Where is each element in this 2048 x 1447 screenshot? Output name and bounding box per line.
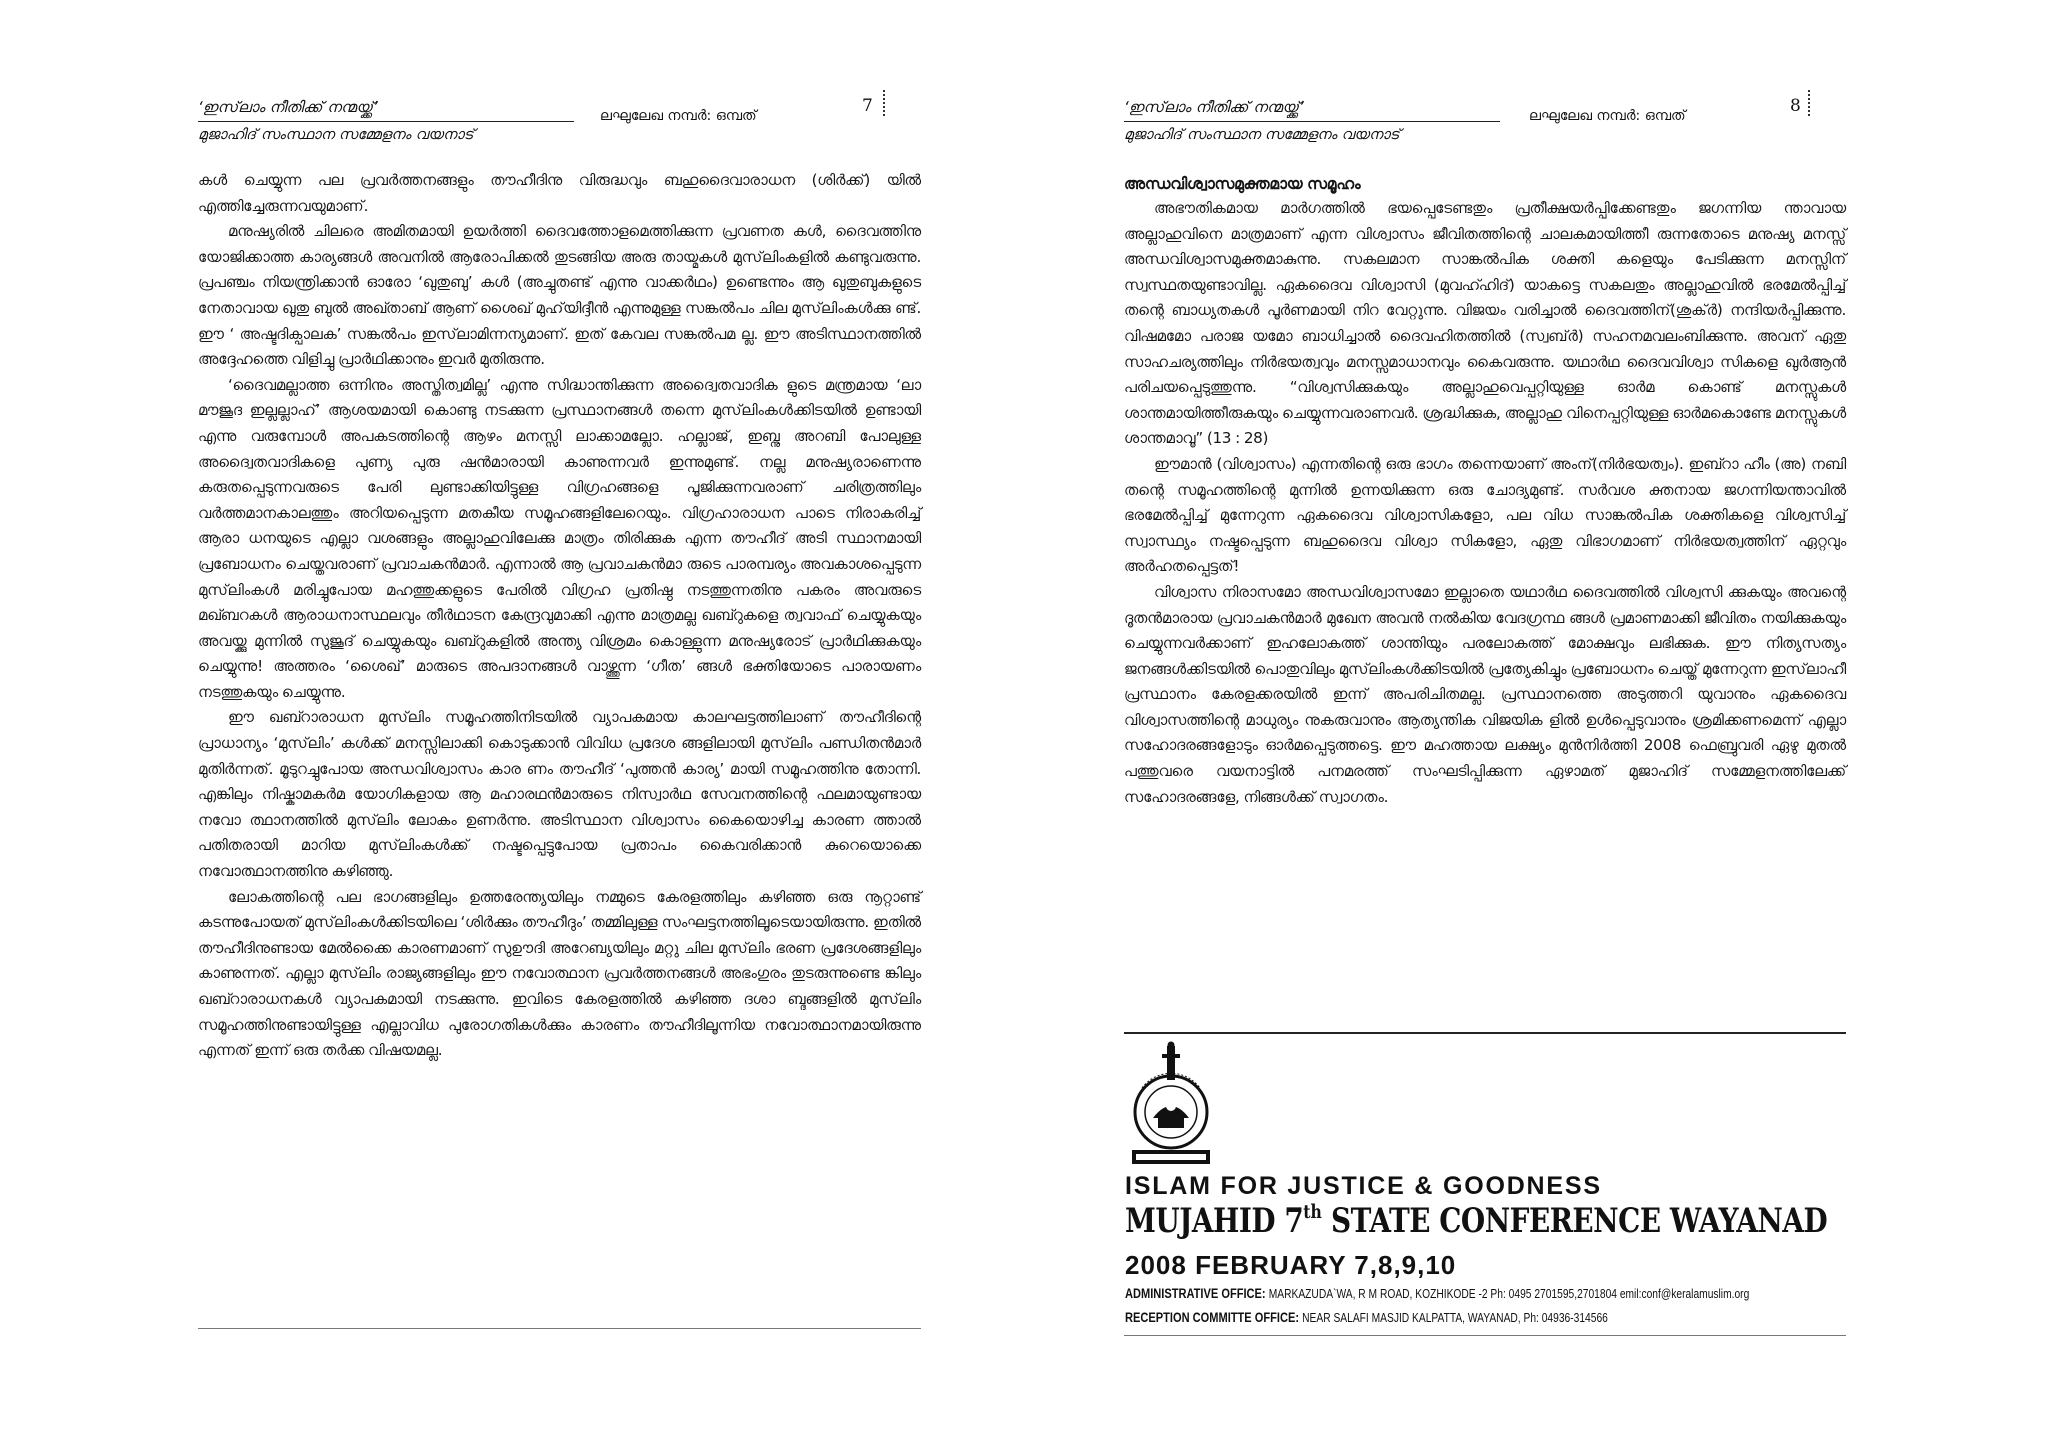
header-title: ‘ഇസ്‌ലാം നീതിക്ക് നന്മയ്ക്ക്’ bbox=[198, 98, 378, 116]
page-number: 8 bbox=[1790, 96, 1801, 116]
footer-rule bbox=[1124, 1335, 1846, 1336]
paragraph: വിശ്വാസ നിരാസമോ അന്ധവിശ്വാസമോ ഇല്ലാതെ യഥാർഥ ദൈവത്തിൽ വിശ്വസി ക്കുകയും അവന്റെ ദൂതൻമാരായ പ്രവാചകൻമാർ മുഖേന അവൻ നൽകിയ വേദഗ്രന്ഥ ങ്ങൾ പ്രമാണമാക്കി ജീവിതം നയിക്കുകയും ചെയ്യുന്നവർക്കാണ് ഇഹലോകത്ത് ശാന്തിയും പരലോകത്ത് മോക്ഷവും ലഭിക്കുക. ഈ നിത്യസത്യം ജനങ്ങൾക്കിടയിൽ പൊതുവിലും മുസ്‌ലിംകൾക്കിടയിൽ പ്രത്യേകിച്ചും പ്രബോധനം ചെയ്ത് മുന്നേറുന്ന ഇസ്‌ലാഹീ പ്രസ്ഥാനം കേരളക്കരയിൽ ഇന്ന് അപരിചിതമല്ല. പ്രസ്ഥാനത്തെ അടുത്തറി യുവാനും ഏകദൈവ വിശ്വാസത്തിന്റെ മാധുര്യം നുകരുവാനും ആത്യന്തിക വിജയിക ളിൽ ഉൾപ്പെടുവാനും ശ്രമിക്കണമെന്ന് എല്ലാ സഹോദരങ്ങളോടും ഓർമപ്പെടുത്തട്ടെ. ഈ മഹത്തായ ലക്ഷ്യം മുൻനിർത്തി 2008 ഫെബ്രുവരി ഏഴു മുതൽ പത്തുവരെ വയനാട്ടിൽ പനമരത്ത് സംഘടിപ്പിക്കുന്ന ഏഴാമത് മുജാഹിദ് സമ്മേളനത്തിലേക്ക് സഹോദരങ്ങളേ, നിങ്ങൾക്ക് സ്വാഗതം. bbox=[1124, 582, 1846, 806]
header-rule bbox=[1124, 121, 1500, 122]
left-body-text bbox=[198, 168, 921, 1064]
conference-title: MUJAHID 7th STATE CONFERENCE WAYANAD bbox=[1125, 1201, 1828, 1241]
header-title: ‘ഇസ്‌ലാം നീതിക്ക് നന്മയ്ക്ക്’ bbox=[1124, 98, 1304, 116]
footer-rule bbox=[198, 1328, 921, 1329]
reception-office: RECEPTION COMMITTE OFFICE: NEAR SALAFI MASJID KALPATTA, WAYANAD, Ph: 04936-314566 bbox=[1125, 1310, 1608, 1325]
dotted-marker bbox=[1808, 90, 1810, 116]
header-rule bbox=[198, 121, 574, 122]
right-page bbox=[1024, 0, 2048, 1447]
admin-office: ADMINISTRATIVE OFFICE: MARKAZUDA`WA, R M ROAD, KOZHIKODE -2 Ph: 0495 2701595,2701804 emil:conf@keralamuslim.org bbox=[1125, 1286, 1750, 1301]
paragraph: ലോകത്തിന്റെ പല ഭാഗങ്ങളിലും ഉത്തരേന്ത്യയിലും നമ്മുടെ കേരളത്തിലും കഴിഞ്ഞ ഒരു നൂറ്റാണ്ട് കടന്നുപോയത് മുസ്‌ലിംകൾക്കിടയിലെ ‘ശിർക്കും തൗഹീദും’ തമ്മിലുള്ള സംഘട്ടനത്തിലൂടെയായിരുന്നു. ഇതിൽ തൗഹീദിനുണ്ടായ മേൽക്കൈ കാരണമാണ് സുഊദി അറേബ്യയിലും മറ്റു ചില മുസ്‌ലിം ഭരണ പ്രദേശങ്ങളിലും കാണുന്നത്. എല്ലാ മുസ്‌ലിം രാജ്യങ്ങളിലും ഈ നവോത്ഥാന പ്രവർത്തനങ്ങൾ അഭംഗുരം തുടരുന്നുണ്ടെ ങ്കിലും ഖബ്റാരാധനകൾ വ്യാപകമായി നടക്കുന്നു. ഇവിടെ കേരളത്തിൽ കഴിഞ്ഞ ദശാ ബ്ദങ്ങളിൽ മുസ്‌ലിം സമൂഹത്തിനുണ്ടായിട്ടുള്ള എല്ലാവിധ പുരോഗതികൾക്കും കാരണം തൗഹീദിലൂന്നിയ നവോത്ഥാനമായിരുന്നു എന്നത് ഇന്ന് ഒരു തർക്ക വിഷയമല്ല. bbox=[198, 887, 921, 1060]
paragraph: ‘ദൈവമല്ലാത്ത ഒന്നിനും അസ്തിത്വമില്ല’ എന്നു സിദ്ധാന്തിക്കുന്ന അദ്വൈതവാദിക ളുടെ മന്ത്രമായ ‘ലാ മൗജൂദ ഇല്ലല്ലാഹ്’ ആശയമായി കൊണ്ടു നടക്കുന്ന പ്രസ്ഥാനങ്ങൾ തന്നെ മുസ്‌ലിംകൾക്കിടയിൽ ഉണ്ടായി എന്നു വരുമ്പോൾ അപകടത്തിന്റെ ആഴം മനസ്സി ലാക്കാമല്ലോ. ഹല്ലാജ്, ഇബ്നു അറബി പോലുള്ള അദ്വൈതവാദികളെ പുണ്യ പുരു ഷൻമാരായി കാണുന്നവർ ഇന്നുമുണ്ട്. നല്ല മനുഷ്യരാണെന്നു കരുതപ്പെടുന്നവരുടെ പേരി ലുണ്ടാക്കിയിട്ടുള്ള വിഗ്രഹങ്ങളെ പൂജിക്കുന്നവരാണ് ചരിത്രത്തിലും വർത്തമാനകാലത്തും അറിയപ്പെടുന്ന മതകീയ സമൂഹങ്ങളിലേറെയും. വിഗ്രഹാരാധന പാടെ നിരാകരിച്ച് ആരാ ധനയുടെ എല്ലാ വശങ്ങളും അല്ലാഹുവിലേക്കു മാത്രം തിരിക്കുക എന്ന തൗഹീദ് അടി സ്ഥാനമായി പ്രബോധനം ചെയ്തവരാണ് പ്രവാചകൻമാർ. എന്നാൽ ആ പ്രവാചകൻമാ രുടെ പാരമ്പര്യം അവകാശപ്പെടുന്ന മുസ്‌ലിംകൾ മരിച്ചുപോയ മഹത്തുക്കളുടെ പേരിൽ വിഗ്രഹ പ്രതിഷ്ഠ നടത്തുന്നതിനു പകരം അവരുടെ മഖ്ബറകൾ ആരാധനാസ്ഥലവും തീർഥാടന കേന്ദ്രവുമാക്കി എന്നു മാത്രമല്ല ഖബ്റുകളെ ത്വവാഫ് ചെയ്യുകയും അവയ്ക്കു മുന്നിൽ സുജൂദ് ചെയ്യുകയും ഖബ്റുകളിൽ അന്ത്യ വിശ്രമം കൊള്ളുന്ന മനുഷ്യരോട് പ്രാർഥിക്കുകയും ചെയ്യുന്നു! അത്തരം ‘ശൈഖ്’ മാരുടെ അപദാനങ്ങൾ വാഴ്ത്തുന്ന ‘ഗീത’ ങ്ങൾ ഭക്തിയോടെ പാരായണം നടത്തുകയും ചെയ്യുന്നു. bbox=[198, 375, 921, 701]
section-heading: അന്ധവിശ്വാസമുക്തമായ സമൂഹം bbox=[1124, 175, 1361, 193]
header-subtitle: മുജാഹിദ് സംസ്ഥാന സമ്മേളനം വയനാട് bbox=[198, 127, 474, 143]
conference-date: 2008 FEBRUARY 7,8,9,10 bbox=[1125, 1250, 1457, 1280]
dotted-marker bbox=[883, 90, 885, 116]
paragraph: ഈ ഖബ്റാരാധന മുസ്‌ലിം സമൂഹത്തിനിടയിൽ വ്യാപകമായ കാലഘട്ടത്തിലാണ് തൗഹീദിന്റെ പ്രാധാന്യം ‘മുസ്‌ലിം’ കൾക്ക് മനസ്സിലാക്കി കൊടുക്കാൻ വിവിധ പ്രദേശ ങ്ങളിലായി മുസ്‌ലിം പണ്ഡിതൻമാർ മുതിർന്നത്. മൂടുറച്ചുപോയ അന്ധവിശ്വാസം കാര ണം തൗഹീദ് ‘പുത്തൻ കാര്യ’ മായി സമൂഹത്തിനു തോന്നി. എങ്കിലും നിഷ്കാമകർമ യോഗികളായ ആ മഹാരഥൻമാരുടെ നിസ്വാർഥ സേവനത്തിന്റെ ഫലമായുണ്ടായ നവോ ത്ഥാനത്തിൽ മുസ്‌ലിം ലോകം ഉണർന്നു. അടിസ്ഥാന വിശ്വാസം കൈയൊഴിച്ച കാരണ ത്താൽ പതിതരായി മാറിയ മുസ്‌ലിംകൾക്ക് നഷ്ടപ്പെട്ടുപോയ പ്രതാപം കൈവരിക്കാൻ കുറെയൊക്കെ നവോത്ഥാനത്തിനു കഴിഞ്ഞു. bbox=[198, 708, 921, 881]
org-slogan: ISLAM FOR JUSTICE & GOODNESS bbox=[1125, 1172, 1602, 1200]
paragraph: മനുഷ്യരിൽ ചിലരെ അമിതമായി ഉയർത്തി ദൈവത്തോളമെത്തിക്കുന്ന പ്രവണത കൾ, ദൈവത്തിനു യോജിക്കാത്ത കാര്യങ്ങൾ അവനിൽ ആരോപിക്കൽ തുടങ്ങിയ അരു തായ്മകൾ മുസ്‌ലിംകളിൽ കണ്ടുവരുന്നു. പ്രപഞ്ചം നിയന്ത്രിക്കാൻ ഓരോ ‘ഖുതുബു’ കൾ (അച്ചുതണ്ട് എന്നു വാക്കർഥം) ഉണ്ടെന്നും ആ ഖുതുബുകളുടെ നേതാവായ ഖുതു ബുൽ അഖ്താബ് ആണ് ശൈഖ് മുഹ്‌യിദ്ദീൻ എന്നുമുള്ള സങ്കൽപം ചില മുസ്‌ലിംകൾക്കു ണ്ട്. ഈ ‘ അഷ്ടദിക്പാലക’ സങ്കൽപം ഇസ്‌ലാമിന്നന്യമാണ്. ഇത് കേവല സങ്കൽപമ ല്ല. ഈ അടിസ്ഥാനത്തിൽ അദ്ദേഹത്തെ വിളിച്ചു പ്രാർഥിക്കാനും ഇവർ മുതിരുന്നു. bbox=[198, 222, 921, 369]
page-number: 7 bbox=[862, 96, 873, 116]
leaflet-number: ലഘുലേഖ നമ്പർ: ഒമ്പത് bbox=[600, 108, 757, 124]
header-subtitle: മുജാഹിദ് സംസ്ഥാന സമ്മേളനം വയനാട് bbox=[1124, 127, 1400, 143]
leaflet-number: ലഘുലേഖ നമ്പർ: ഒമ്പത് bbox=[1529, 108, 1686, 124]
right-body-text bbox=[1124, 172, 1846, 810]
paragraph: അഭൗതികമായ മാർഗത്തിൽ ഭയപ്പെടേണ്ടതും പ്രതീക്ഷയർപ്പിക്കേണ്ടതും ജഗന്നിയ ന്താവായ അല്ലാഹുവിനെ മാത്രമാണ് എന്ന വിശ്വാസം ജീവിതത്തിന്റെ ചാലകമായിത്തീ രുന്നതോടെ മനുഷ്യ മനസ്സ് അന്ധവിശ്വാസമുക്തമാകുന്നു. സകലമാന സാങ്കൽപിക ശക്തി കളെയും പേടിക്കുന്ന മനസ്സിന് സ്വസ്ഥതയുണ്ടാവില്ല. ഏകദൈവ വിശ്വാസി (മുവഹ്ഹിദ്) യാകട്ടെ സകലതും അല്ലാഹുവിൽ ഭരമേൽപ്പിച്ച് തന്റെ ബാധ്യതകൾ പൂർണമായി നിറ വേറ്റുന്നു. വിജയം വരിച്ചാൽ ദൈവത്തിന്(ശുക്ർ) നന്ദിയർപ്പിക്കുന്നു. വിഷമമോ പരാജ യമോ ബാധിച്ചാൽ ദൈവഹിതത്തിൽ (സ്വബ്ർ) സഹനമവലംബിക്കുന്നു. അവന് ഏതു സാഹചര്യത്തിലും നിർഭയത്വവും മനസ്സമാധാനവും കൈവരുന്നു. യഥാർഥ ദൈവവിശ്വാ സികളെ ഖുർആൻ പരിചയപ്പെടുത്തുന്നു. “വിശ്വസിക്കുകയും അല്ലാഹുവെപ്പറ്റിയുള്ള ഓർമ കൊണ്ട് മനസ്സുകൾ ശാന്തമായിത്തീരുകയും ചെയ്യുന്നവരാണവർ. ശ്രദ്ധിക്കുക, അല്ലാഹു വിനെപ്പറ്റിയുള്ള ഓർമകൊണ്ടേ മനസ്സുകൾ ശാന്തമാവൂ” (13 : 28) bbox=[1124, 199, 1846, 448]
paragraph: കൾ ചെയ്യുന്ന പല പ്രവർത്തനങ്ങളും തൗഹീദിനു വിരുദ്ധവും ബഹുദൈവാരാധന (ശിർക്ക്) യിൽ എത്തിച്ചേരുന്നവയുമാണ്. bbox=[198, 171, 921, 215]
conference-emblem-icon bbox=[1128, 1040, 1214, 1168]
ad-top-rule bbox=[1124, 1032, 1846, 1034]
paragraph: ഈമാൻ (വിശ്വാസം) എന്നതിന്റെ ഒരു ഭാഗം തന്നെയാണ് അംന്(നിർഭയത്വം). ഇബ്റാ ഹീം (അ) നബി തന്റെ സമൂഹത്തിന്റെ മുന്നിൽ ഉന്നയിക്കുന്ന ഒരു ചോദ്യമുണ്ട്. സർവശ ക്തനായ ജഗന്നിയന്താവിൽ ഭരമേൽപ്പിച്ച് മുന്നേറുന്ന ഏകദൈവ വിശ്വാസികളോ, പല വിധ സാങ്കൽപിക ശക്തികളെ വിശ്വസിച്ച് സ്വാസ്ഥ്യം നഷ്ടപ്പെടുന്ന ബഹുദൈവ വിശ്വാ സികളോ, ഏതു വിഭാഗമാണ് നിർഭയത്വത്തിന് ഏറ്റവും അർഹതപ്പെട്ടത്! bbox=[1124, 454, 1846, 576]
